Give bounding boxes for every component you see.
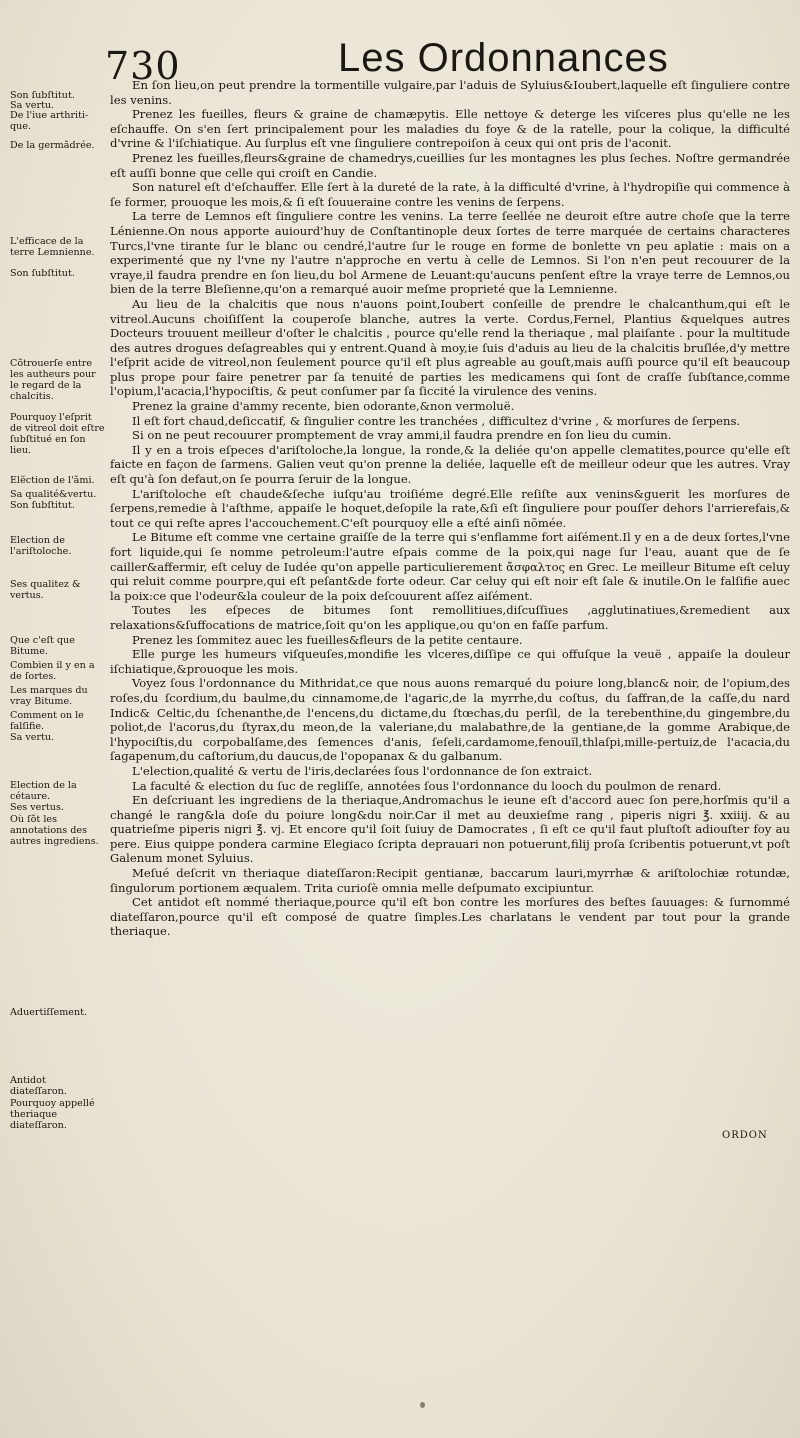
margin-note: Combien il y en a de ſortes.: [10, 660, 95, 682]
paragraph: Prenez les fueilles, fleurs & graine de chamæpytis. Elle nettoye & deterge les viſceres plus qu'elle ne les eſchauffe. On s'en ſert principalement pour les maladies du foye & de la ratelle, pour la colique, la difficulté d'vrine & l'iſchiatique. Au ſurplus eſt vne ſinguliere contrepoiſon à ceux qui ont pris de l'aconit.: [110, 107, 790, 151]
paragraph: Il eſt fort chaud,deſiccatif, & ſingulier contre les tranchées , difficultez d'vrine , & morſures de ſerpens.: [132, 413, 741, 428]
margin-note: Pourquoy appellé theriaque diateſſaron.: [10, 1098, 95, 1131]
margin-note: Son ſubſtitut.: [10, 268, 75, 279]
paragraph: Prenez la graine d'ammy recente, bien odorante,&non vermoluë.: [132, 399, 515, 414]
paragraph: Son naturel eſt d'eſchauffer. Elle ſert à la dureté de la rate, à la difficulté d'vrine, à l'hydropiſie qui commence à ſe former, prouoque les mois,& ſi eſt ſouueraine contre les venins de ſerpens.: [110, 180, 790, 209]
margin-note: Election de l'ariſtoloche.: [10, 535, 72, 557]
margin-note: Antidot diateſſaron.: [10, 1075, 67, 1097]
paragraph: Cet antidot eſt nommé theriaque,pource qu'il eſt bon contre les morſures des beſtes ſauuages: & ſurnommé diateſſaron,pource qu'il eſt composé de quatre ſimples.Les charlatans le vendent par tout pour la grande theriaque.: [110, 895, 790, 939]
margin-note: Elẽction de l'ãmi.: [10, 475, 95, 486]
catchword: ORDON: [722, 1130, 768, 1141]
margin-note: Ses qualitez & vertus.: [10, 579, 81, 601]
main-text: [110, 78, 790, 939]
margin-note: De la germãdrée.: [10, 140, 95, 151]
margin-note: Sa qualité&vertu.: [10, 489, 97, 500]
margin-note: Sa vertu.: [10, 732, 55, 743]
margin-note: Sa vertu.: [10, 100, 55, 111]
margin-note: Ses vertus.: [10, 802, 64, 813]
paragraph: En ſon lieu,on peut prendre la tormentille vulgaire,par l'aduis de Syluius&Ioubert,laquelle eſt ſinguliere contre les venins.: [110, 78, 790, 107]
running-title: Les Ordonnances: [338, 36, 669, 80]
paragraph: Prenez les fueilles,fleurs&graine de chamedrys,cueillies ſur les montagnes les plus ſeches. Noſtre germandrée eſt auſſi bonne que celle qui croiſt en Candie.: [110, 150, 790, 180]
margin-note: De l'iue arthriti-que.: [10, 110, 89, 132]
margin-note: Son ſubſtitut.: [10, 90, 75, 101]
paragraph: La terre de Lemnos eſt ſinguliere contre les venins. La terre ſeellée ne deuroit eſtre autre choſe que la terre Lénienne.On nous apporte auiourd'huy de Conſtantinople deux ſortes de terre marquée de certains characteres Turcs,l'vne tirante ſur le blanc ou cendré,l'autre ſur le rouge en forme de bonlette vn peu aplatie : mais on a experimenté que ny l'vne ny l'autre n'approche en vertu à celle de Lemnos. Si l'on n'en peut recouurer de la vraye,il faudra prendre en ſon lieu,du bol Armene de Leuant:qu'aucuns penſent eſtre la vraye terre de Lemnos,ou bien de la terre Bleſienne,qu'on a remarqué auoir meſme proprieté que la Lemnienne.: [110, 209, 790, 297]
paragraph: Meſué deſcrit vn theriaque diateſſaron:Recipit gentianæ, baccarum lauri,myrrhæ & ariſtolochiæ rotundæ, ſingulorum portionem æqualem. Trita curioſè omnia melle deſpumato excipiuntur.: [110, 866, 790, 895]
paragraph: Voyez ſous l'ordonnance du Mithridat,ce que nous auons remarqué du poiure long,blanc& noir, de l'opium,des roſes,du ſcordium,du baulme,du cinnamome,de l'agaric,de la myrrhe,du coſtus, du ſaffran,de la caſſe,du nard Indic& Celtic,du ſchenanthe,de l'encens,du dictame,du ſtœchas,du perſil, de la terebenthine,du gingembre,du poliot,de l'acorus,du ſtyrax,du meon,de la valeriane,du malabathre,de la gentiane,de la gomme Arabique,de l'hypociſtis,du corpobalſame,des ſemences d'anis, ſeſeli,cardamome,fenouïl,thlaſpi,mille-pertuiz,de l'acacia,du ſagapenum,du caſtorium,du daucus,de l'opopanax & du galbanum.: [110, 676, 790, 764]
margin-note: Comment on le falſifie.: [10, 710, 84, 732]
margin-note: Pourquoy l'eſprit de vitreol doit eſtre ſubſtitué en ſon lieu.: [10, 412, 105, 456]
paragraph: L'ariſtoloche eſt chaude&ſeche iuſqu'au troiſiéme degré.Elle reſiſte aux venins&guerit les morſures de ſerpens,remedie à l'aſthme, appaiſe le hoquet,deſopile la rate,&ſi eſt ſinguliere pour pouſſer dehors l'arrierefais,& tout ce qui reſte apres l'accouchement.C'eſt pourquoy elle a eſté ainſi nõmée.: [110, 486, 790, 530]
paragraph: Il y en a trois eſpeces d'ariſtoloche,la longue, la ronde,& la deliée qu'on appelle clematites,pource qu'elle eſt faicte en façon de ſarmens. Galien veut qu'on prenne la deliée, laquelle eſt de meilleur odeur que les autres. Vray eſt qu'à ſon defaut,on ſe pourra ſeruir de la longue.: [110, 442, 790, 487]
margin-note: L'efficace de la terre Lemnienne.: [10, 236, 95, 258]
margin-note: Cõtrouerſe entre les autheurs pour le regard de la chalcitis.: [10, 358, 96, 402]
paragraph: La faculté & election du ſuc de regliſſe, annotées ſous l'ordonnance du looch du poulmon de renard.: [132, 778, 722, 793]
paragraph: Au lieu de la chalcitis que nous n'auons point,Ioubert conſeille de prendre le chalcanthum,qui eſt le vitreol.Aucuns choiſiſſent la couperoſe blanche, autres la verte. Cordus,Fernel, Plantius &quelques autres Docteurs trouuent meilleur d'oſter le chalcitis , pource qu'elle rend la theriaque , mal plaiſante . pour la multitude des autres drogues deſagreables qui y entrent.Quand à moy,ie ſuis d'aduis au lieu de la chalcitis bruſlée,d'y mettre l'eſprit acide de vitreol,non ſeulement pource qu'il eſt plus agreable au gouſt,mais auſſi pource qu'il eſt beaucoup plus prope pour faire penetrer par ſa tenuité de parties les medicamens qui ſont de craſſe ſubſtance,comme l'opium,l'acacia,l'hypociſtis, & peut conſumer par ſa ſiccité la virulence des venins.: [110, 296, 790, 399]
paragraph: En deſcriuant les ingrediens de la theriaque,Andromachus le ieune eſt d'accord auec ſon pere,horſmis qu'il a changé le rang&la doſe du poiure long&du noir.Car il met au deuxieſme rang , piperis nigri ℥. xxiiij. & au quatrieſme piperis nigri ℥. vj. Et encore qu'il ſoit ſuiuy de Damocrates , ſi eſt ce qu'il faut pluſtoſt adiouſter foy au pere. Eius quippe pondera carmine Elegiaco ſcripta deprauari non potuerunt,filij proſa ſcribentis potuerunt,vt poſt Galenum monet Syluius.: [110, 793, 790, 866]
margin-note: Son ſubſtitut.: [10, 500, 75, 511]
margin-note: Les marques du vray Bitume.: [10, 685, 88, 707]
paragraph: Toutes les eſpeces de bitumes ſont remollitiues,diſcuſſiues ,agglutinatiues,&remedient aux relaxations&ſuffocations de matrice,ſoit qu'on les applique,ou qu'on en faſſe parfum.: [110, 603, 790, 632]
paragraph: Prenez les ſommitez auec les fueilles&fleurs de la petite centaure.: [132, 632, 523, 647]
ink-spot: [420, 1402, 425, 1408]
page-number: 730: [105, 44, 181, 88]
margin-note: Où ſõt les annotations des autres ingrediens.: [10, 814, 99, 847]
margin-note: Aduertiſſement.: [10, 1007, 88, 1018]
paragraph: Elle purge les humeurs viſqueuſes,mondifie les vlceres,diſſipe ce qui offuſque la veuë , appaiſe la douleur iſchiatique,&prouoque les mois.: [110, 647, 790, 676]
paragraph: Si on ne peut recouurer promptement de vray ammi,il faudra prendre en ſon lieu du cumin.: [132, 428, 672, 443]
paragraph: Le Bitume eſt comme vne certaine graiſſe de la terre qui s'enflamme fort aiſément.Il y en a de deux ſortes,l'vne fort liquide,qui ſe nomme petroleum:l'autre eſpais comme de la poix,qui nage ſur l'eau, auant que de ſe cailler&affermir, eſt celuy de Iudée qu'on appelle particulierement ἄσφαλτος en Grec. Le meilleur Bitume eſt celuy qui reluit comme pourpre,qui eſt peſant&de forte odeur. Car celuy qui eſt noir eſt ſale & inutile.On le falſifie auec la poix:ce que l'odeur&la couleur de la poix deſcouurent aſſez aiſément.: [110, 530, 790, 603]
margin-note: Que c'eſt que Bitume.: [10, 635, 75, 657]
margin-note: Election de la cétaure.: [10, 780, 77, 802]
paragraph: L'election,qualité & vertu de l'iris,declarées ſous l'ordonnance de ſon extraict.: [132, 763, 593, 778]
